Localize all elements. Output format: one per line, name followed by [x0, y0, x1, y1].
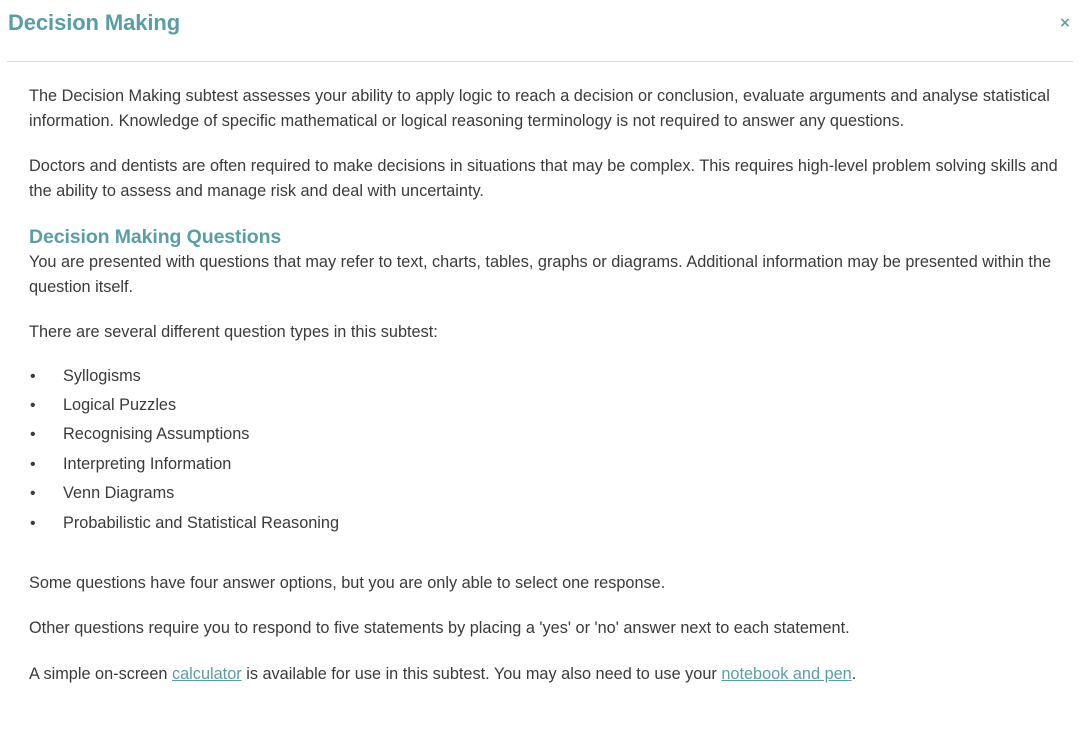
calculator-link[interactable]: calculator: [171, 664, 242, 683]
list-item-label: Logical Puzzles: [63, 395, 177, 414]
dialog-body: [29, 84, 1059, 686]
list-item-label: Probabilistic and Statistical Reasoning: [63, 513, 340, 532]
list-item: [29, 362, 1059, 391]
bullet: •: [30, 396, 36, 414]
calculator-text-after: .: [851, 664, 857, 683]
bullet: •: [30, 426, 36, 444]
statements-paragraph: Other questions require you to respond to five statements by placing a 'yes' or 'no' answer next to each statement.: [29, 619, 850, 638]
calculator-text-before: A simple on-screen: [29, 664, 172, 683]
intro-paragraph-2: Doctors and dentists are often required to make decisions in situations that may be complex. This requires high-level problem solving skills and the ability to assess and manage risk and deal with uncertainty.: [29, 157, 1058, 200]
list-item-label: Recognising Assumptions: [63, 425, 250, 444]
dialog-header: [0, 0, 1080, 62]
question-types-intro: There are several different question types in this subtest:: [29, 323, 438, 341]
list-item-label: Syllogisms: [63, 366, 141, 385]
calculator-text-middle: is available for use in this subtest. You may also need to use your: [241, 664, 722, 683]
list-item-label: Interpreting Information: [63, 454, 232, 473]
questions-heading: Decision Making Questions: [29, 226, 282, 248]
close-button[interactable]: [1056, 12, 1074, 34]
bullet: •: [30, 514, 36, 532]
intro-paragraph-1: The Decision Making subtest assesses your ability to apply logic to reach a decision or conclusion, evaluate arguments and analyse statistical information. Knowledge of specific mathematical or logical reasoning terminology is not required to answer any questions.: [29, 87, 1050, 130]
notebook-and-pen-link[interactable]: notebook and pen: [721, 664, 852, 683]
close-icon: ×: [1059, 15, 1071, 31]
list-item: [29, 509, 1059, 538]
header-divider: [7, 61, 1073, 62]
questions-paragraph: You are presented with questions that may refer to text, charts, tables, graphs or diagrams. Additional information may be presented within the question itself.: [29, 253, 1052, 296]
question-types-list: [29, 362, 1059, 538]
list-item: [29, 391, 1059, 420]
dialog-title: Decision Making: [8, 10, 181, 35]
list-item-label: Venn Diagrams: [63, 484, 175, 503]
answer-options-paragraph: Some questions have four answer options, but you are only able to select one response.: [29, 573, 666, 592]
calculator-paragraph: [29, 662, 1059, 687]
bullet: •: [30, 367, 36, 385]
list-item: [29, 450, 1059, 479]
list-item: [29, 479, 1059, 508]
bullet: •: [30, 455, 36, 473]
bullet: •: [30, 485, 36, 503]
list-item: [29, 420, 1059, 449]
